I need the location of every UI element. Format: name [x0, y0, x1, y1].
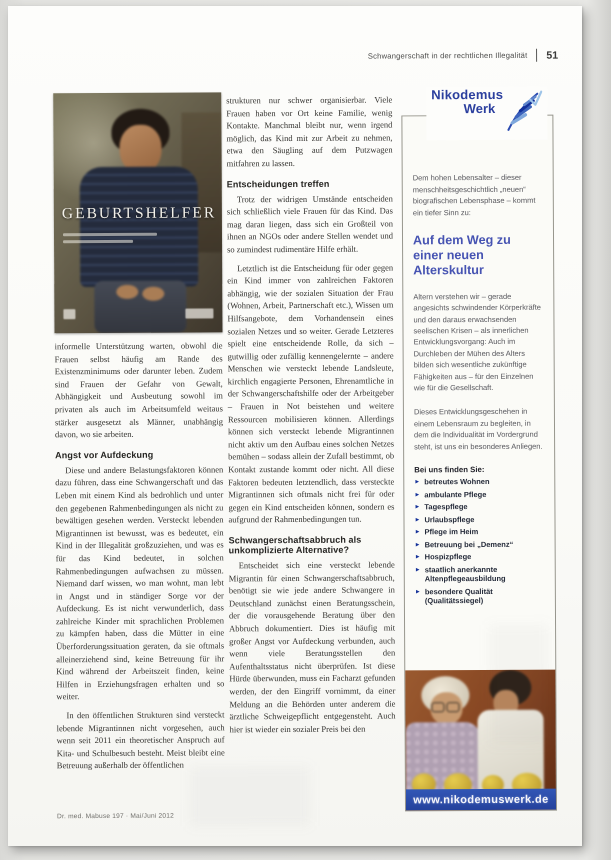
arrow-bullet-icon: ►: [414, 516, 421, 523]
ad-intro-text: Dem hohen Lebensalter – dieser menschheitsgeschichtlich „neuen“ biografischen Lebensphase – kommt ein tiefer Sinn zu:: [412, 172, 536, 218]
glasses-icon: [431, 702, 444, 712]
list-item-label: Hospizpflege: [424, 552, 472, 562]
ad-photo-artwork: [405, 670, 556, 790]
list-item: [415, 552, 545, 563]
poster-logo-left: [63, 309, 75, 319]
poster-logo-right: [185, 308, 213, 318]
poster-credits-line: [63, 240, 133, 243]
arrow-bullet-icon: ►: [414, 566, 421, 573]
list-item: [415, 527, 545, 538]
ad-paragraph: Dieses Entwicklungsgeschehen in einem Lebensraum zu begleiten, in dem die Individualität im Vordergrund steht, ist uns ein besonderes Anliegen.: [413, 407, 543, 452]
article-paragraph: Entscheidet sich eine versteckt lebende Migrantin für einen Schwangerschaftsabbruch, benötigt sie wie jede andere Schwangere in Deutschland zunächst einen Beratungsschein, der die vorausgehende Beratung über den Abbruch dokumentiert. Dies ist häufig mit großer Angst vor Aufdeckung verbunden, auch wenn viele Beratungsstellen den Aufenthaltsstatus nicht überprüfen. Ist diese Hürde überwunden, muss ein Facharzt gefunden werden, der den Eingriff vornimmt, da einer Meldung an die Behörden unter anderem die ärztliche Schweigepflicht entgegensteht. Auch hier ist wieder ein sozialer Preis bei den: [228, 559, 396, 735]
list-item: [415, 564, 545, 584]
article-paragraph: informelle Unterstützung warten, obwohl die Frauen selbst häufig am Rande des Existenzminimums oder darunter leben. Zudem sind Frauen der Gefahr von Gewalt, Abhängigkeit und Ausbeutung sowohl im privaten als auch im Arbeitsumfeld weitaus stärker ausgesetzt als Männer, unabhängig davon, wo sie arbeiten.: [54, 340, 223, 440]
article-paragraph: In den öffentlichen Strukturen sind versteckt lebende Migrantinnen nicht vorgesehen, auch wenn seit 2011 ein theoretischer Anspruch auf Kita- und Schulbesuch besteht. Meist bleibt eine Betreuung außerhalb der öffentlichen: [56, 709, 225, 771]
feather-icon: [504, 88, 542, 137]
running-head: Schwangerschaft in der rechtlichen Illegalität: [367, 50, 528, 61]
arrow-bullet-icon: ►: [414, 529, 421, 536]
list-item: [414, 502, 544, 513]
list-item-label: Pflege im Heim: [424, 527, 479, 537]
ad-photo: [405, 670, 556, 811]
ad-website-banner: [406, 789, 556, 811]
boy-face: [119, 125, 161, 173]
arrow-bullet-icon: ►: [414, 588, 421, 596]
ad-headline: Auf dem Weg zu einer neuen Alterskultur: [412, 233, 511, 278]
list-item-label: betreutes Wohnen: [424, 477, 490, 487]
arrow-bullet-icon: ►: [414, 491, 421, 498]
film-poster: [53, 92, 222, 333]
boy-hand: [116, 285, 138, 299]
ad-list-title: Bei uns finden Sie:: [414, 465, 485, 475]
list-item-label: ambulante Pflege: [424, 489, 487, 499]
page-content: [6, 5, 584, 848]
poster-credits-line: [63, 233, 157, 236]
left-column: [53, 92, 225, 778]
nikodemuswerk-logo: [426, 87, 547, 141]
poster-title: GEBURTSHELFER: [61, 204, 217, 223]
arrow-bullet-icon: ►: [414, 541, 421, 548]
article-paragraph: strukturen nur schwer organisierbar. Viele Frauen haben vor Ort keine Familie, wenig Kontakte. Manchmal bleibt nur, wenn irgend möglich, das Kind mit zur Arbeit zu nehmen, etwa den Säugling auf dem Putzwagen mitfahren zu lassen.: [226, 94, 393, 169]
logo-name-line2: Werk: [463, 100, 496, 117]
boy-sweater: [80, 167, 199, 288]
article-paragraph: Letztlich ist die Entscheidung für oder gegen ein Kind immer von zahlreichen Faktoren abhängig, wie der sozialen Situation der Frau (Wohnen, Arbeit, Partnerschaft etc.), Wissen um Hilfsangebote, dem Vorhandensein eines sozialen Netzes und so weiter. Gerade Letzteres spielt eine entscheidende Rolle, da sich – gutwillig oder zufällig kennengelernte – andere Menschen wie versteckt lebende Landsleute, kirchlich engagierte Personen, Ehrenamtliche in der Schwangerschaftshilfe oder der Arbeitgeber – Frauen in Not beistehen und weitere Ressourcen mobilisieren können. Allerdings können sich versteckt lebende Migrantinnen nicht aktiv um den Aufbau eines solchen Netzes bemühen – sodass allein der Zufall bestimmt, ob Kontakt zustande kommt oder nicht. All diese Faktoren bedeuten letztendlich, dass versteckte Migrantinnen sich oftmals nicht frei für oder gegen ein Kind entscheiden können, sondern es aufgrund der Rahmenbedingungen tun.: [227, 262, 395, 525]
list-item: [414, 489, 544, 500]
section-heading: Entscheidungen treffen: [226, 178, 330, 189]
arrow-bullet-icon: ►: [414, 504, 421, 511]
list-item-label: Tagespflege: [424, 502, 468, 512]
list-item: [414, 514, 544, 525]
list-item-label: staatlich anerkannte Altenpflegeausbildung: [424, 564, 506, 584]
article-paragraph: Diese und andere Belastungsfaktoren können dazu führen, dass eine Schwangerschaft und das Leben mit einem Kind als bedrohlich und unter den gegebenen Rahmenbedingungen als nicht zu bewältigen gesehen werden. Versteckt lebenden Migrantinnen ist bewusst, was es bedeutet, ein Kind in der Illegalität großzuziehen, und was es für das Kind bedeutet, in solchen Rahmenbedingungen aufwachsen zu müssen. Niemand darf wissen, wo man wohnt, man lebt in Angst und in ständiger Sorge vor der Aufdeckung. Es ist nicht verwunderlich, dass zahlreiche Kinder mit sprachlichen Problemen zu kämpfen haben, dass die Mütter in eine Überforderungssituation geraten, da sie oftmals alleinerziehend sind, keine Betreuung für ihr Kind während der Arbeitszeit finden, keine Hilfen in Erziehungsfragen erhalten und so weiter.: [55, 464, 225, 702]
page-header: [368, 49, 558, 63]
list-item: [414, 477, 544, 488]
article-paragraph: Trotz der widrigen Umstände entscheiden sich schließlich viele Frauen für das Kind. Das mag daran liegen, dass sich ein Großteil von ihnen an NGOs oder andere Stellen wendet und so zumindest rudimentäre Hilfe erhält.: [226, 193, 394, 255]
boy-hand: [142, 287, 164, 301]
ad-paragraph: Altern verstehen wir – gerade angesichts schwindender Körperkräfte und den daraus erwachsenden seelischen Krisen – als innerlichen Entwicklungsvorgang: Auch im Durchleben der Mühen des Alters bilden sich wesentliche zukünftige Fähigkeiten aus – für den Einzelnen wie für die Gesellschaft.: [413, 291, 541, 393]
list-item-label: Betreuung bei „Demenz“: [424, 539, 514, 549]
arrow-bullet-icon: ►: [414, 479, 421, 486]
header-divider: [536, 49, 537, 62]
logo-name-line1: Nikodemus: [431, 86, 504, 103]
list-item-label: Urlaubspflege: [424, 514, 475, 524]
magazine-page: [8, 6, 582, 846]
section-heading: Schwangerschaftsabbruch als unkomplizierte Alternative?: [228, 534, 362, 556]
list-item: [415, 539, 545, 550]
boy-jeans: [94, 281, 186, 333]
list-item: [415, 586, 545, 606]
page-footer: Dr. med. Mabuse 197 · Mai/Juni 2012: [57, 812, 175, 821]
ad-service-list: [414, 477, 545, 607]
advertisement: [401, 115, 557, 812]
ad-website-url: www.nikodemuswerk.de: [413, 793, 549, 806]
logo-wordmark: [431, 88, 503, 115]
section-heading: Angst vor Aufdeckung: [55, 449, 154, 461]
arrow-bullet-icon: ►: [414, 554, 421, 561]
list-item-label: besondere Qualität (Qualitätssiegel): [424, 586, 493, 606]
page-number: 51: [546, 49, 559, 62]
middle-column: [226, 93, 395, 741]
glasses-icon: [446, 702, 459, 712]
